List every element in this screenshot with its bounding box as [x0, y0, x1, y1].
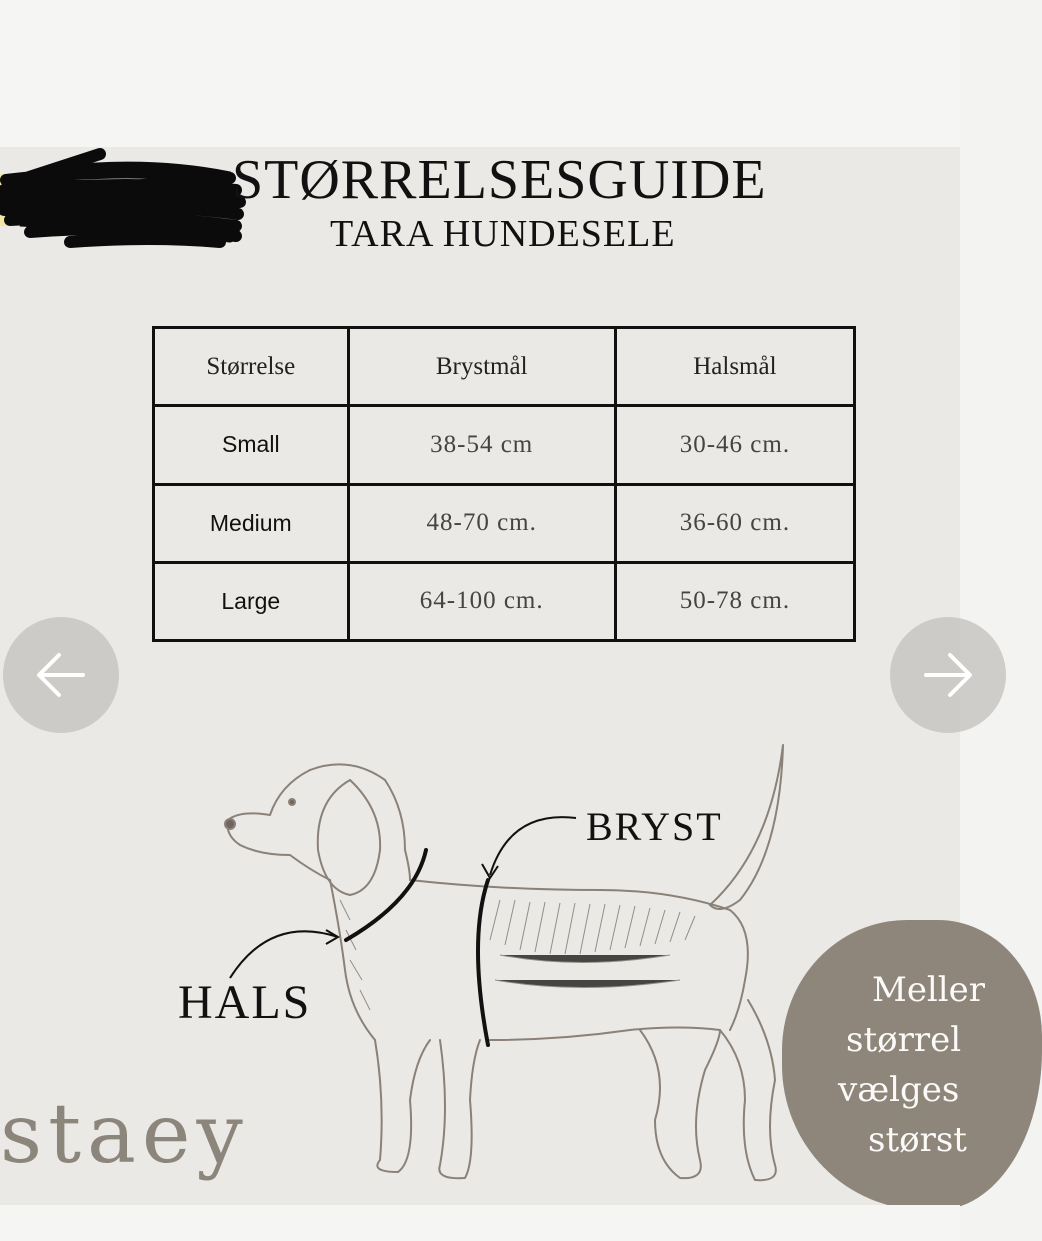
size-note-line: størrel	[846, 1020, 962, 1060]
page-subtitle: TARA HUNDESELE	[330, 213, 676, 255]
chest-cell: 64-100 cm.	[348, 562, 615, 640]
arrow-left-icon	[3, 617, 119, 733]
arrow-right-icon	[890, 617, 1006, 733]
table-header-row	[154, 328, 855, 406]
column-header-neck: Halsmål	[615, 328, 854, 406]
brand-logo-text: staey	[0, 1087, 249, 1182]
size-note	[836, 965, 985, 1165]
size-cell: Small	[154, 406, 349, 484]
page-title: STØRRELSESGUIDE	[232, 149, 767, 211]
table-row	[154, 484, 855, 562]
redaction-scribble	[0, 150, 255, 250]
table-row	[154, 406, 855, 484]
column-header-size: Størrelse	[154, 328, 349, 406]
size-cell: Medium	[154, 484, 349, 562]
neck-cell: 36-60 cm.	[615, 484, 854, 562]
chest-label: BRYST	[586, 804, 723, 849]
chest-cell: 48-70 cm.	[348, 484, 615, 562]
size-note-line: størst	[868, 1120, 967, 1160]
size-table	[152, 326, 856, 642]
table-row	[154, 562, 855, 640]
neck-cell: 50-78 cm.	[615, 562, 854, 640]
chest-cell: 38-54 cm	[348, 406, 615, 484]
next-image-button[interactable]	[890, 617, 1006, 733]
page-top-band	[0, 0, 960, 147]
size-note-line: vælges	[838, 1070, 960, 1110]
page-bottom-band	[0, 1205, 960, 1241]
neck-label: HALS	[178, 976, 312, 1029]
size-note-line: Meller	[872, 970, 986, 1010]
size-cell: Large	[154, 562, 349, 640]
column-header-chest: Brystmål	[348, 328, 615, 406]
previous-image-button[interactable]	[3, 617, 119, 733]
neck-cell: 30-46 cm.	[615, 406, 854, 484]
